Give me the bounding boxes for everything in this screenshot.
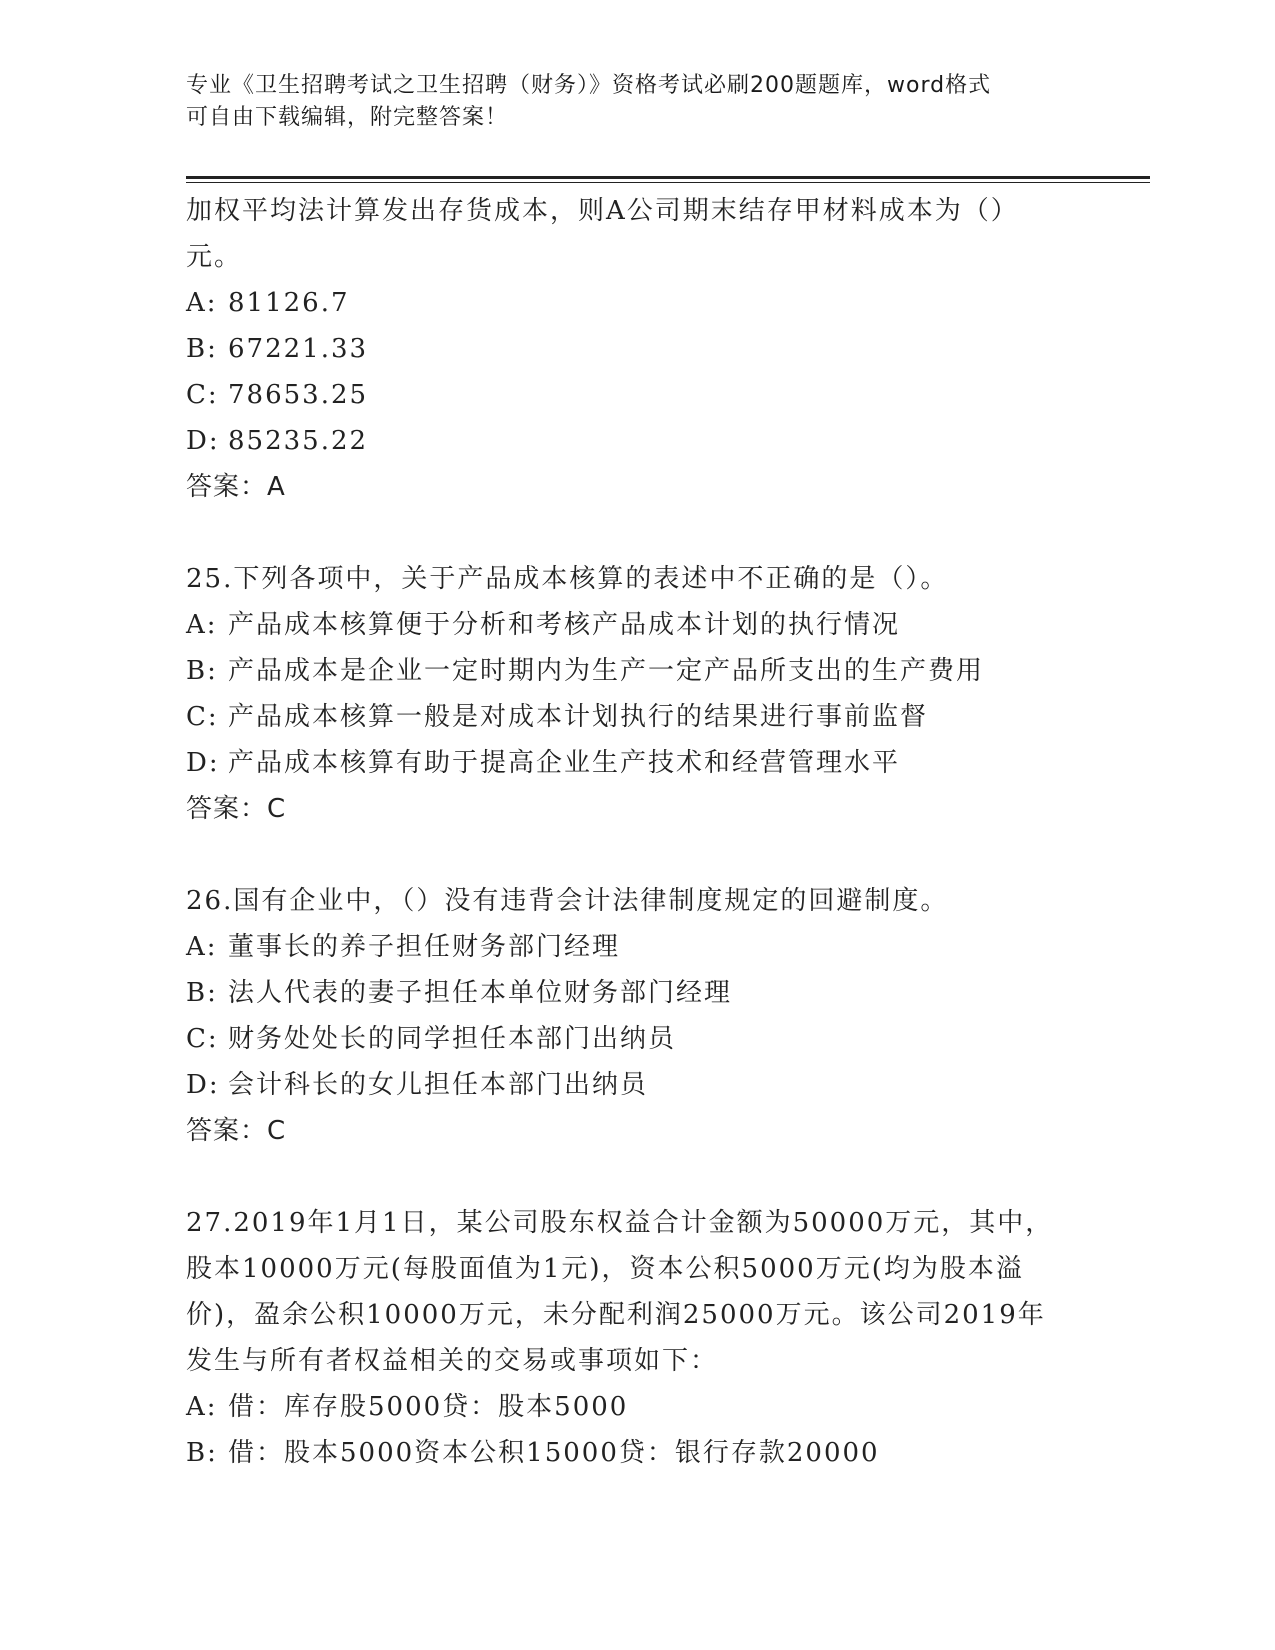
question-stem: 27.2019年1月1日，某公司股东权益合计金额为50000万元，其中， — [186, 1208, 1054, 1238]
question-27 — [186, 1200, 1086, 1476]
option-key: A: — [186, 288, 218, 318]
option-a — [186, 924, 1086, 970]
option-a — [186, 1384, 1086, 1430]
option-key: B: — [186, 1438, 218, 1468]
option-c — [186, 372, 1086, 418]
option-key: D: — [186, 1070, 220, 1100]
option-text: 产品成本核算便于分析和考核产品成本计划的执行情况 — [228, 610, 901, 640]
spacer — [186, 1154, 1086, 1200]
option-text: 财务处处长的同学担任本部门出纳员 — [228, 1024, 677, 1054]
option-b — [186, 326, 1086, 372]
option-d — [186, 1062, 1086, 1108]
option-text: 法人代表的妻子担任本单位财务部门经理 — [228, 978, 733, 1008]
option-text: 85235.22 — [228, 426, 369, 456]
option-text: 产品成本核算一般是对成本计划执行的结果进行事前监督 — [228, 702, 929, 732]
option-text: 董事长的养子担任财务部门经理 — [228, 932, 621, 962]
option-key: B: — [186, 978, 218, 1008]
document-header — [186, 70, 1086, 134]
option-key: C: — [186, 1024, 219, 1054]
answer: 答案：C — [186, 794, 287, 824]
option-text: 会计科长的女儿担任本部门出纳员 — [228, 1070, 649, 1100]
option-text: 81126.7 — [228, 288, 350, 318]
option-text: 产品成本核算有助于提高企业生产技术和经营管理水平 — [228, 748, 901, 778]
option-key: A: — [186, 932, 218, 962]
question-stem: 加权平均法计算发出存货成本，则A公司期末结存甲材料成本为（） — [186, 196, 1019, 226]
option-a — [186, 280, 1086, 326]
option-text: 借：股本5000资本公积15000贷：银行存款20000 — [228, 1438, 880, 1468]
question-stem: 25.下列各项中，关于产品成本核算的表述中不正确的是（）。 — [186, 564, 949, 594]
option-a — [186, 602, 1086, 648]
question-24 — [186, 188, 1086, 510]
spacer — [186, 510, 1086, 556]
question-stem: 发生与所有者权益相关的交易或事项如下： — [186, 1346, 719, 1376]
option-text: 67221.33 — [228, 334, 369, 364]
spacer — [186, 832, 1086, 878]
option-b — [186, 648, 1086, 694]
option-key: C: — [186, 380, 219, 410]
option-b — [186, 1430, 1086, 1476]
option-text: 产品成本是企业一定时期内为生产一定产品所支出的生产费用 — [228, 656, 985, 686]
question-26 — [186, 878, 1086, 1154]
answer: 答案：A — [186, 472, 286, 502]
option-c — [186, 694, 1086, 740]
header-line-1: 专业《卫生招聘考试之卫生招聘（财务）》资格考试必刷200题题库，word格式 — [186, 73, 992, 98]
header-line-2: 可自由下载编辑，附完整答案！ — [186, 105, 509, 130]
header-divider — [186, 176, 1150, 183]
question-stem: 股本10000万元(每股面值为1元)，资本公积5000万元(均为股本溢 — [186, 1254, 1024, 1284]
option-key: C: — [186, 702, 219, 732]
option-key: A: — [186, 610, 218, 640]
option-key: B: — [186, 334, 218, 364]
option-c — [186, 1016, 1086, 1062]
question-25 — [186, 556, 1086, 832]
option-b — [186, 970, 1086, 1016]
option-text: 借：库存股5000贷：股本5000 — [228, 1392, 629, 1422]
option-key: A: — [186, 1392, 218, 1422]
question-list — [186, 188, 1086, 1476]
option-d — [186, 418, 1086, 464]
option-key: D: — [186, 748, 220, 778]
question-stem: 元。 — [186, 242, 243, 272]
option-d — [186, 740, 1086, 786]
option-key: B: — [186, 656, 218, 686]
option-text: 78653.25 — [228, 380, 369, 410]
option-key: D: — [186, 426, 220, 456]
question-stem: 价)，盈余公积10000万元，未分配利润25000万元。该公司2019年 — [186, 1300, 1046, 1330]
question-stem: 26.国有企业中，（）没有违背会计法律制度规定的回避制度。 — [186, 886, 949, 916]
answer: 答案：C — [186, 1116, 287, 1146]
